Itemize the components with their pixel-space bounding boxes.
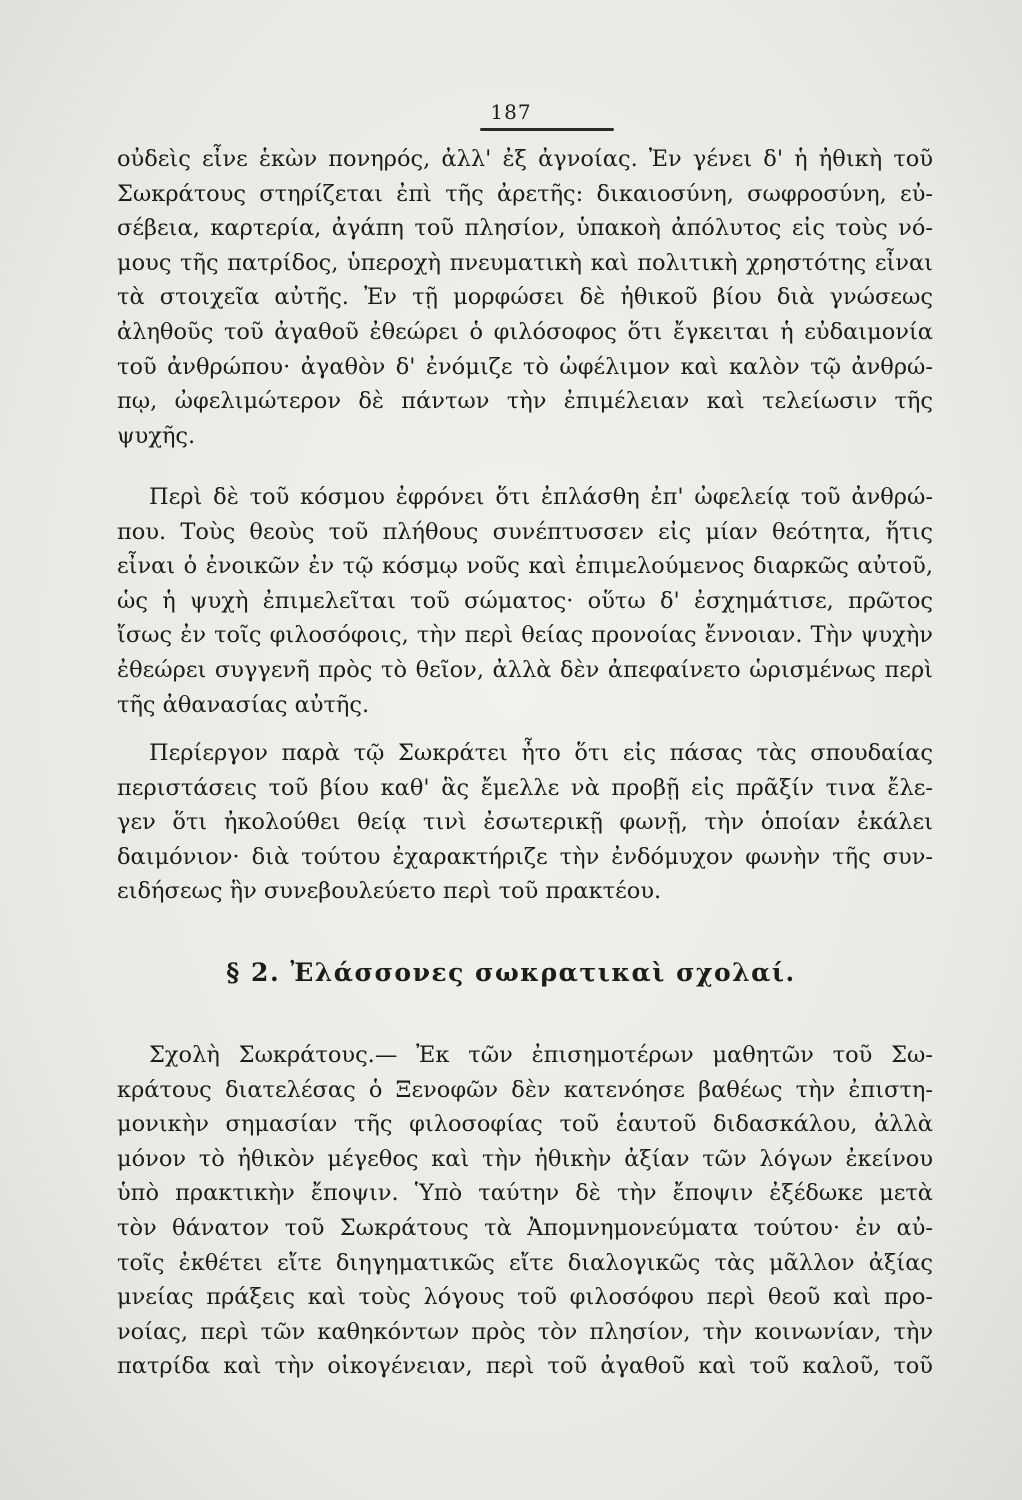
text-line: κράτους διατελέσας ὁ Ξενοφῶν δὲν κατενόησε βαθέως τὴν ἐπιστη- [117,1076,933,1103]
text-line: μόνον τὸ ἠθικὸν μέγεθος καὶ τὴν ἠθικὴν ἀξίαν τῶν λόγων ἐκείνου [117,1145,933,1172]
text-line: ἀληθοῦς τοῦ ἀγαθοῦ ἐθεώρει ὁ φιλόσοφος ὅτι ἔγκειται ἡ εὐδαιμονία [117,318,933,345]
text-line: μονικὴν σημασίαν τῆς φιλοσοφίας τοῦ ἑαυτοῦ διδασκάλου, ἀλλὰ [117,1111,933,1138]
text-line: που. Τοὺς θεοὺς τοῦ πλήθους συνέπτυσσεν εἰς μίαν θεότητα, ἥτις [117,518,933,545]
paragraph-cosmos-and-god [117,480,933,722]
page-number-rule [480,128,614,131]
section-heading: § 2. Ἐλάσσονες σωκρατικαὶ σχολαί. [226,958,796,987]
text-line: ἐθεώρει συγγενῆ πρὸς τὸ θεῖον, ἀλλὰ δὲν ἀπεφαίνετο ὡρισμένως περὶ [117,656,933,683]
text-line: ὑπὸ πρακτικὴν ἔποψιν. Ὑπὸ ταύτην δὲ τὴν ἔποψιν ἐξέδωκε μετὰ [117,1180,933,1207]
text-line: περιστάσεις τοῦ βίου καθ' ἃς ἔμελλε νὰ προβῇ εἰς πρᾶξίν τινα ἔλε- [117,774,933,801]
text-line: οὐδεὶς εἶνε ἑκὼν πονηρός, ἀλλ' ἐξ ἀγνοίας. Ἐν γένει δ' ἡ ἠθικὴ τοῦ [117,146,933,172]
text-line: τοῖς ἐκθέτει εἴτε διηγηματικῶς εἴτε διαλογικῶς τὰς μᾶλλον ἀξίας [117,1249,933,1276]
page-number: 187 [490,100,532,124]
text-line: σέβεια, καρτερία, ἀγάπη τοῦ πλησίον, ὑπακοὴ ἀπόλυτος εἰς τοὺς νό- [117,215,933,242]
text-line: Σχολὴ Σωκράτους.— Ἐκ τῶν ἐπισημοτέρων μαθητῶν τοῦ Σω- [149,1042,933,1068]
text-line: μνείας πράξεις καὶ τοὺς λόγους τοῦ φιλοσόφου περὶ θεοῦ καὶ προ- [117,1284,933,1311]
text-line: τῆς ἀθανασίας αὐτῆς. [117,691,370,718]
text-line: Σωκράτους στηρίζεται ἐπὶ τῆς ἀρετῆς: δικαιοσύνη, σωφροσύνη, εὐ- [117,180,933,207]
text-line: εἶναι ὁ ἐνοικῶν ἐν τῷ κόσμῳ νοῦς καὶ ἐπιμελούμενος διαρκῶς αὐτοῦ, [117,553,933,580]
text-line: δαιμόνιον· διὰ τούτου ἐχαρακτήριζε τὴν ἐνδόμυχον φωνὴν τῆς συν- [117,843,933,870]
text-line: γεν ὅτι ἠκολούθει θείᾳ τινὶ ἐσωτερικῇ φωνῇ, τὴν ὁποίαν ἐκάλει [117,809,933,836]
text-line: τὸν θάνατον τοῦ Σωκράτους τὰ Ἀπομνημονεύματα τούτου· ἐν αὐ- [117,1214,933,1241]
text-line: πατρίδα καὶ τὴν οἰκογένειαν, περὶ τοῦ ἀγαθοῦ καὶ τοῦ καλοῦ, τοῦ [117,1353,933,1380]
text-line: Περίεργον παρὰ τῷ Σωκράτει ἦτο ὅτι εἰς πάσας τὰς σπουδαίας [149,740,933,766]
text-line: πῳ, ὠφελιμώτερον δὲ πάντων τὴν ἐπιμέλειαν καὶ τελείωσιν τῆς [117,388,933,415]
text-line: ψυχῆς. [117,422,196,449]
text-line: Περὶ δὲ τοῦ κόσμου ἐφρόνει ὅτι ἐπλάσθη ἐπ' ὠφελείᾳ τοῦ ἀνθρώ- [149,484,933,510]
text-line: τὰ στοιχεῖα αὐτῆς. Ἐν τῇ μορφώσει δὲ ἠθικοῦ βίου διὰ γνώσεως [117,284,933,311]
paragraph-school-of-socrates [117,1038,933,1384]
text-line: τοῦ ἀνθρώπου· ἀγαθὸν δ' ἐνόμιζε τὸ ὠφέλιμον καὶ καλὸν τῷ ἀνθρώ- [117,353,933,380]
paragraph-daimonion [117,736,933,909]
text-line: ειδήσεως ἣν συνεβουλεύετο περὶ τοῦ πρακτέου. [117,878,662,905]
text-line: ἴσως ἐν τοῖς φιλοσόφοις, τὴν περὶ θείας προνοίας ἔννοιαν. Τὴν ψυχὴν [117,622,933,649]
paragraph-socratic-ethics [117,142,933,453]
text-line: νοίας, περὶ τῶν καθηκόντων πρὸς τὸν πλησίον, τὴν κοινωνίαν, τὴν [117,1318,933,1345]
text-line: μους τῆς πατρίδος, ὑπεροχὴ πνευματικὴ καὶ πολιτικὴ χρηστότης εἶναι [117,249,933,276]
text-line: ὡς ἡ ψυχὴ ἐπιμελεῖται τοῦ σώματος· οὕτω δ' ἐσχημάτισε, πρῶτος [117,587,933,614]
